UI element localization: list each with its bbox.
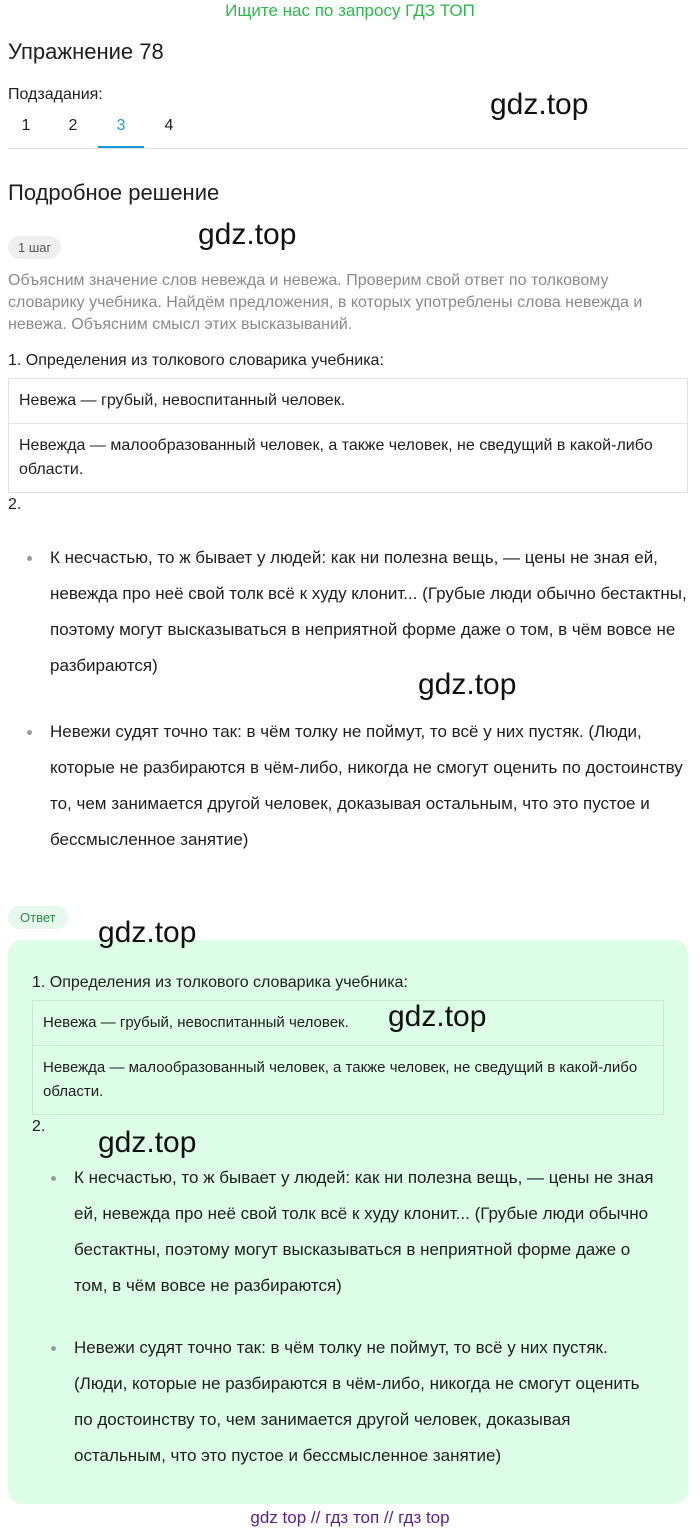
- answer-definitions-table: [32, 1000, 664, 1115]
- section-title: Подробное решение: [8, 180, 220, 205]
- tab-2[interactable]: 2: [68, 117, 78, 134]
- step-badge: 1 шаг: [8, 236, 61, 259]
- footer-links[interactable]: gdz top // гдз топ // гдз top: [250, 1508, 450, 1527]
- subtasks-label: Подзадания:: [8, 86, 103, 103]
- answer-badge: Ответ: [8, 906, 68, 929]
- watermark: gdz.top: [418, 668, 517, 701]
- step-intro: Объясним значение слов невежда и невежа. Проверим свой ответ по толковому словарику учебника. Найдём предложения, в которых употреблены слова невежда и невежа. Объясним смысл этих высказываний.: [8, 272, 643, 333]
- definition-row: Невежда — малообразованный человек, а также человек, не сведущий в какой-либо области.: [33, 1045, 663, 1114]
- tab-1[interactable]: 1: [21, 117, 31, 134]
- watermark: gdz.top: [98, 916, 197, 949]
- answer-box: [8, 940, 688, 1504]
- item-2-label: 2.: [32, 1118, 46, 1135]
- definition-row: Невежа — грубый, невоспитанный человек.: [43, 1014, 349, 1031]
- definitions-heading: 1. Определения из толкового словарика учебника:: [32, 974, 408, 991]
- item-2-label: 2.: [8, 496, 22, 513]
- tab-3[interactable]: 3: [98, 110, 144, 148]
- list-item: Невежи судят точно так: в чём толку не поймут, то всё у них пустяк. (Люди, которые не разбираются в чём-либо, никогда не смогут оценить по достоинству то, чем занимается другой человек, доказывая остальным, что это пустое и бессмысленное занятие): [32, 1330, 662, 1474]
- answer-examples-list: [32, 1160, 662, 1474]
- definition-row: Невежда — малообразованный человек, а также человек, не сведущий в какой-либо области.: [9, 423, 687, 492]
- definitions-table: [8, 378, 688, 493]
- watermark: gdz.top: [490, 88, 589, 121]
- tab-4[interactable]: 4: [164, 117, 174, 134]
- definitions-heading: 1. Определения из толкового словарика учебника:: [8, 352, 384, 369]
- watermark: gdz.top: [198, 218, 297, 251]
- top-banner: Ищите нас по запросу ГДЗ ТОП: [225, 1, 475, 20]
- watermark: gdz.top: [388, 1000, 487, 1033]
- list-item: К несчастью, то ж бывает у людей: как ни полезна вещь, — цены не зная ей, невежда про неё свой толк всё к худу клонит... (Грубые люди обычно бестактны, поэтому могут высказываться в неприятной форме даже о том, в чём вовсе не разбираются): [8, 540, 688, 684]
- examples-list: [8, 540, 688, 858]
- definition-row: Невежа — грубый, невоспитанный человек.: [19, 392, 346, 409]
- watermark: gdz.top: [98, 1126, 197, 1159]
- list-item: Невежи судят точно так: в чём толку не поймут, то всё у них пустяк. (Люди, которые не разбираются в чём-либо, никогда не смогут оценить по достоинству то, чем занимается другой человек, доказывая остальным, что это пустое и бессмысленное занятие): [8, 714, 688, 858]
- page-title: Упражнение 78: [8, 39, 164, 64]
- list-item: К несчастью, то ж бывает у людей: как ни полезна вещь, — цены не зная ей, невежда про неё свой толк всё к худу клонит... (Грубые люди обычно бестактны, поэтому могут высказываться в неприятной форме даже о том, в чём вовсе не разбираются): [32, 1160, 662, 1304]
